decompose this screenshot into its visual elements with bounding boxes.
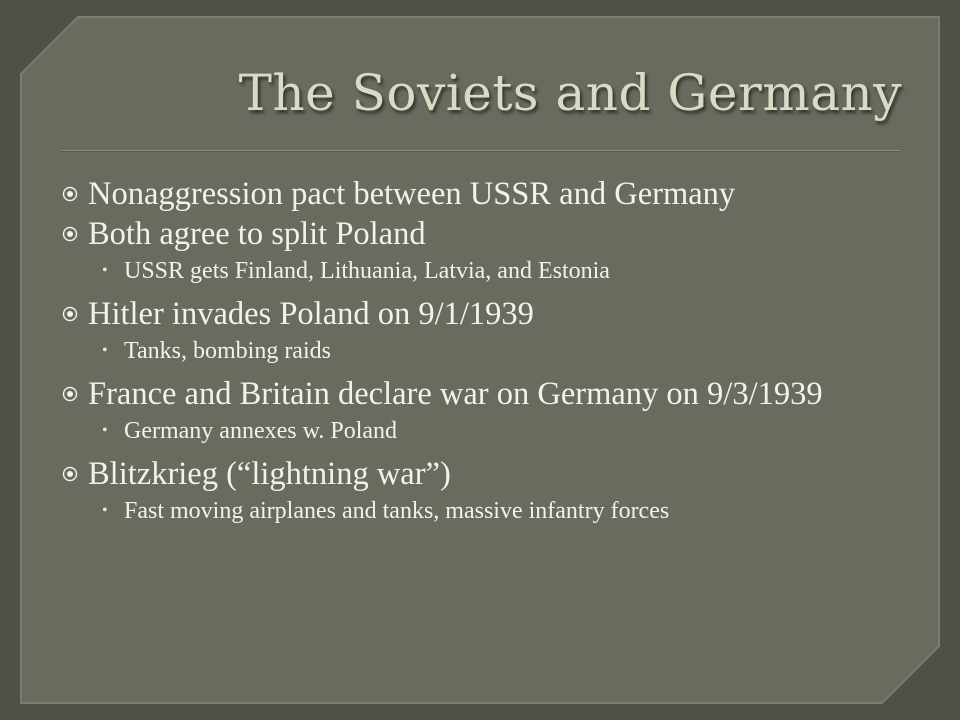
bullet-item — [62, 296, 902, 332]
circled-dot-icon — [62, 186, 78, 202]
sub-bullet-item — [62, 418, 902, 444]
circled-dot-icon — [62, 226, 78, 242]
bullet-item — [62, 216, 902, 252]
sub-bullet-item — [62, 258, 902, 284]
sub-bullet-item — [62, 498, 902, 524]
bullet-list — [62, 176, 902, 536]
circled-dot-icon — [62, 466, 78, 482]
sub-bullet-item — [62, 338, 902, 364]
sub-bullet-text: Fast moving airplanes and tanks, massive infantry forces — [124, 498, 670, 524]
small-dot-icon: • — [102, 502, 108, 519]
small-dot-icon: • — [102, 262, 108, 279]
sub-bullet-text: Tanks, bombing raids — [124, 338, 331, 364]
title-divider — [62, 150, 900, 151]
bullet-item — [62, 456, 902, 492]
sub-bullet-text: USSR gets Finland, Lithuania, Latvia, and Estonia — [124, 258, 610, 284]
circled-dot-icon — [62, 306, 78, 322]
bullet-text: Hitler invades Poland on 9/1/1939 — [88, 296, 534, 332]
bullet-text: France and Britain declare war on Germany on 9/3/1939 — [88, 376, 823, 412]
bullet-text: Blitzkrieg (“lightning war”) — [88, 456, 451, 492]
bullet-item — [62, 176, 902, 212]
slide-title: The Soviets and Germany — [238, 64, 902, 122]
bullet-text: Both agree to split Poland — [88, 216, 426, 252]
bullet-item — [62, 376, 902, 412]
sub-bullet-text: Germany annexes w. Poland — [124, 418, 398, 444]
bullet-text: Nonaggression pact between USSR and Germany — [88, 176, 736, 212]
small-dot-icon: • — [102, 422, 108, 439]
circled-dot-icon — [62, 386, 78, 402]
small-dot-icon: • — [102, 342, 108, 359]
